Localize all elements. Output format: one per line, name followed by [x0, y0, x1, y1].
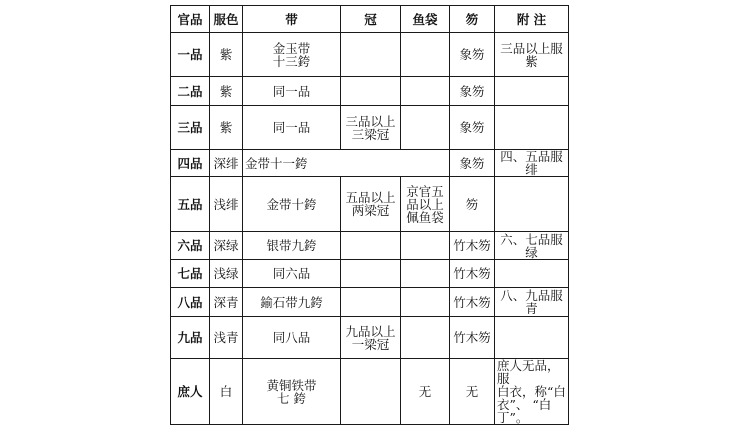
belt-cell: 黄铜铁带 七 銙: [243, 359, 341, 425]
rank-cell: 一品: [171, 33, 210, 77]
color-cell: 浅绯: [210, 177, 243, 232]
tablet-cell: 笏: [450, 177, 495, 232]
belt-cell: 银带九銙: [243, 232, 341, 260]
crown-cell: [341, 77, 401, 106]
crown-cell: [341, 359, 401, 425]
crown-cell: 三品以上 三梁冠: [341, 106, 401, 150]
fish-pouch-cell: [401, 232, 450, 260]
crown-cell: [341, 288, 401, 317]
note-cell: [495, 260, 569, 288]
note-cell: 六、七品服绿: [495, 232, 569, 260]
table-row: [171, 177, 569, 232]
tablet-cell: 象笏: [450, 150, 495, 177]
fish-pouch-cell: [401, 33, 450, 77]
color-cell: 紫: [210, 106, 243, 150]
table-row: [171, 317, 569, 359]
color-cell: 深青: [210, 288, 243, 317]
table-row: [171, 359, 569, 425]
note-cell: [495, 317, 569, 359]
belt-cell: 金玉带 十三銙: [243, 33, 341, 77]
rank-cell: 八品: [171, 288, 210, 317]
note-cell: 四、五品服绯: [495, 150, 569, 177]
tablet-cell: 象笏: [450, 77, 495, 106]
tablet-cell: 竹木笏: [450, 317, 495, 359]
belt-cell: 鍮石带九銙: [243, 288, 341, 317]
crown-cell: [341, 232, 401, 260]
header-tablet: 笏: [450, 6, 495, 33]
crown-cell: 九品以上 一梁冠: [341, 317, 401, 359]
note-cell: [495, 177, 569, 232]
crown-cell: [341, 260, 401, 288]
fish-pouch-cell: [401, 77, 450, 106]
belt-cell: 同八品: [243, 317, 341, 359]
rank-cell: 九品: [171, 317, 210, 359]
belt-cell: 金带十銙: [243, 177, 341, 232]
color-cell: 浅青: [210, 317, 243, 359]
rank-cell: 庶人: [171, 359, 210, 425]
crown-cell: 五品以上 两梁冠: [341, 177, 401, 232]
table-header-row: [171, 6, 569, 33]
fish-pouch-cell: [401, 106, 450, 150]
official-rank-dress-table: [170, 5, 569, 425]
table-row: [171, 260, 569, 288]
note-cell: 八、九品服青: [495, 288, 569, 317]
fish-pouch-cell: [401, 288, 450, 317]
header-crown: 冠: [341, 6, 401, 33]
color-cell: 紫: [210, 77, 243, 106]
color-cell: 浅绿: [210, 260, 243, 288]
color-cell: 深绿: [210, 232, 243, 260]
rank-cell: 六品: [171, 232, 210, 260]
rank-cell: 七品: [171, 260, 210, 288]
rank-cell: 四品: [171, 150, 210, 177]
table-row: [171, 106, 569, 150]
fish-pouch-cell: 京官五 品以上 佩鱼袋: [401, 177, 450, 232]
rank-cell: 二品: [171, 77, 210, 106]
tablet-cell: 竹木笏: [450, 232, 495, 260]
belt-cell: 同一品: [243, 77, 341, 106]
fish-pouch-cell: [401, 260, 450, 288]
color-cell: 紫: [210, 33, 243, 77]
header-note: 附 注: [495, 6, 569, 33]
table-row: [171, 77, 569, 106]
fish-pouch-cell: [401, 317, 450, 359]
rank-cell: 五品: [171, 177, 210, 232]
fish-pouch-cell: 无: [401, 359, 450, 425]
header-rank: 官品: [171, 6, 210, 33]
header-fish-pouch: 鱼袋: [401, 6, 450, 33]
note-cell: [495, 106, 569, 150]
header-color: 服色: [210, 6, 243, 33]
header-belt: 带: [243, 6, 341, 33]
crown-cell: [341, 33, 401, 77]
table-row: [171, 150, 569, 177]
table-row: [171, 33, 569, 77]
note-cell: 庶人无品，服 白衣，称“白 衣”、 “白 丁”。: [495, 359, 569, 425]
tablet-cell: 无: [450, 359, 495, 425]
belt-cell: 同六品: [243, 260, 341, 288]
belt-cell: 金带十一銙: [243, 150, 450, 177]
tablet-cell: 竹木笏: [450, 288, 495, 317]
color-cell: 深绯: [210, 150, 243, 177]
tablet-cell: 象笏: [450, 33, 495, 77]
color-cell: 白: [210, 359, 243, 425]
belt-cell: 同一品: [243, 106, 341, 150]
tablet-cell: 竹木笏: [450, 260, 495, 288]
tablet-cell: 象笏: [450, 106, 495, 150]
note-cell: 三品以上服紫: [495, 33, 569, 77]
rank-cell: 三品: [171, 106, 210, 150]
table-row: [171, 232, 569, 260]
table-row: [171, 288, 569, 317]
note-cell: [495, 77, 569, 106]
